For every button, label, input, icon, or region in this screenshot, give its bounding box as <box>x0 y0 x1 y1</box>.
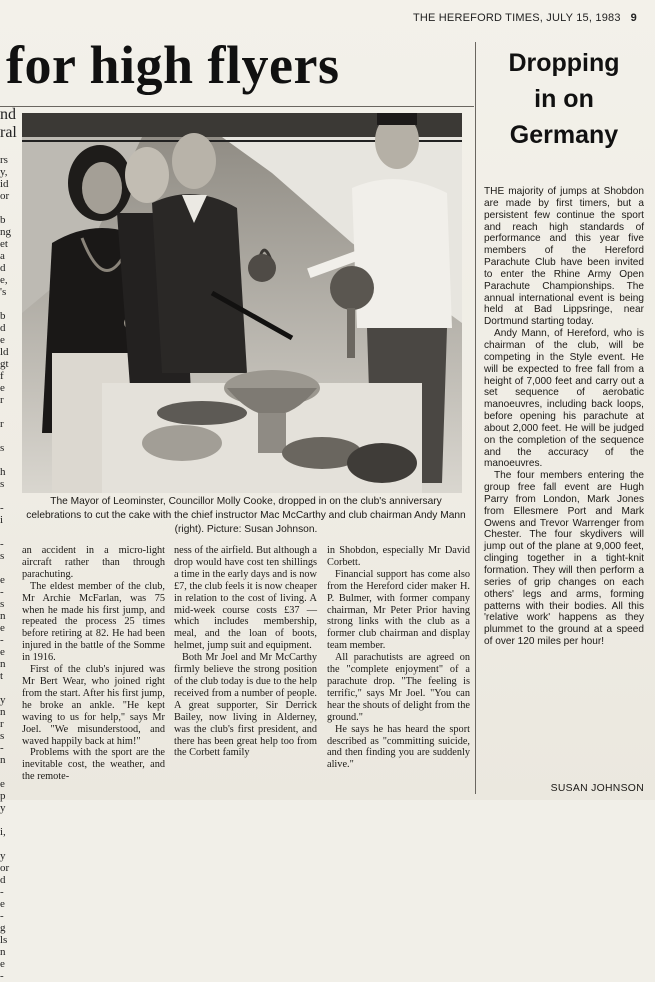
paragraph: He says he has heard the sport described as "committing suicide, and then finding you are suddenly alive." <box>327 723 470 771</box>
stub-fragment: - <box>0 634 4 646</box>
stub-fragment: t <box>0 670 4 682</box>
side-headline-line: Germany <box>509 121 619 149</box>
stub-fragment: e <box>0 574 5 586</box>
paragraph: The four members entering the group free fall event are Hugh Parry from London, Mark Jones from Ellesmere Port and Mark Owens and Trevor Warrenger from Chester. The four skydivers will jump out of the plane at 9,000 feet, clinging together in a tight-knit formation. They will then perform a series of grip changes on each others' legs and arms, forming patterns with their bodies. All this 'relative work' happens as they plummet to the ground at a speed of over 120 miles per hour! <box>484 470 644 648</box>
stub-fragment: e <box>0 898 5 910</box>
stub-fragment: p <box>0 790 6 802</box>
stub-fragment: or <box>0 862 10 874</box>
stub-fragment <box>0 430 16 442</box>
stub-fragment: i, <box>0 826 6 838</box>
side-headline-line: Dropping <box>508 49 620 77</box>
paragraph: First of the club's injured was Mr Bert Wear, who joined right from the start. After his first jump, he broke an ankle. "He kept waving to us for help," says Mr Joel. "We misunderstood, and waved happily back at him!" <box>22 664 165 747</box>
stub-fragment: - <box>0 742 4 754</box>
article-column-1 <box>22 545 165 783</box>
stub-fragment: f <box>0 370 4 382</box>
stub-fragment: y, <box>0 166 8 178</box>
stub-fragment: s <box>0 598 5 610</box>
stub-fragment: i <box>0 514 4 526</box>
stub-fragment: e <box>0 382 5 394</box>
stub-fragment: n <box>0 946 6 958</box>
stub-fragment: s <box>0 730 5 742</box>
masthead-folio <box>413 12 637 24</box>
paragraph: Andy Mann, of Hereford, who is chairman of the club, will be competing in the Style event. He will be expected to free fall from a height of 7,000 feet and carry out a set sequence of aerobatic manoeuvres, including back loops, before opening his parachute at about 2,000 feet. He will be judged on the completion of the sequence and the accuracy of the manoeuvres. <box>484 328 644 470</box>
stub-fragment <box>0 142 16 154</box>
stub-fragment: b <box>0 310 6 322</box>
stub-fragment: gt <box>0 358 9 370</box>
stub-fragment: n <box>0 658 6 670</box>
stub-fragment: e <box>0 778 5 790</box>
stub-fragment: n <box>0 610 6 622</box>
stub-fragment <box>0 814 16 826</box>
stub-fragment: r <box>0 394 4 406</box>
photo-illustration <box>22 113 462 493</box>
stub-fragment: ng <box>0 226 11 238</box>
stub-fragment <box>0 766 16 778</box>
paragraph: All parachutists are agreed on the "complete enjoyment" of a parachute drop. "The feeling is terrific," says Mr Joel. "You can hear the shouts of delight from the ground." <box>327 652 470 723</box>
stub-fragment: - <box>0 970 4 982</box>
stub-fragment <box>0 454 16 466</box>
stub-fragment <box>0 562 16 574</box>
masthead-paper-date: THE HEREFORD TIMES, JULY 15, 1983 <box>412 12 621 24</box>
stub-fragment: e, <box>0 274 8 286</box>
stub-fragment: y <box>0 694 6 706</box>
paragraph: THE majority of jumps at Shobdon are made by first timers, but a persistent few continue the sport and reach high standards of performance and this year five members of the Hereford Parachute Club have been invited to enter the Rhine Army Open Parachute Championships. The annual international event is being held at Bad Lippsringe, near Dortmund starting today. <box>484 186 644 328</box>
stub-fragment: - <box>0 910 4 922</box>
side-story-headline <box>485 45 643 153</box>
column-rule <box>475 42 476 794</box>
paragraph: in Shobdon, especially Mr David Corbett. <box>327 545 470 568</box>
stub-fragment: nd <box>0 106 16 123</box>
stub-fragment <box>0 682 16 694</box>
stub-fragment: - <box>0 502 4 514</box>
stub-fragment: s <box>0 442 5 454</box>
paragraph: an accident in a micro-light aircraft rather than through parachuting. <box>22 545 165 580</box>
left-stub-column <box>0 106 17 982</box>
stub-fragment: e <box>0 646 5 658</box>
main-headline: for high flyers <box>6 35 340 95</box>
stub-fragment: r <box>0 718 4 730</box>
stub-fragment: d <box>0 322 6 334</box>
side-headline-line: in on <box>534 85 594 113</box>
side-story-byline: SUSAN JOHNSON <box>550 783 644 794</box>
stub-fragment: b <box>0 214 6 226</box>
news-photo <box>22 113 462 493</box>
stub-fragment: r <box>0 418 4 430</box>
paragraph: Problems with the sport are the inevitable cost, the weather, and the remote- <box>22 747 165 783</box>
paragraph: ness of the airfield. But although a drop would have cost ten shillings a time in the early days and is now £7, the club feels it is now cheaper in relation to the cost of living. A mid-week course costs £37 — which includes membership, meal, and the loan of boots, helmet, jump suit and equipment. <box>174 545 317 652</box>
stub-fragment <box>0 526 16 538</box>
stub-fragment <box>0 490 16 502</box>
article-column-2 <box>174 545 317 759</box>
stub-fragment: ls <box>0 934 8 946</box>
stub-fragment: g <box>0 922 6 934</box>
stub-fragment: e <box>0 622 5 634</box>
stub-fragment: ld <box>0 346 9 358</box>
stub-fragment <box>0 838 16 850</box>
stub-fragment: s <box>0 550 5 562</box>
stub-fragment: s <box>0 478 5 490</box>
stub-fragment: n <box>0 754 6 766</box>
stub-fragment: - <box>0 586 4 598</box>
stub-fragment: d <box>0 262 6 274</box>
side-story-body <box>484 186 644 648</box>
photo-caption: The Mayor of Leominster, Councillor Molly Cooke, dropped in on the club's anniversary celebrations to cut the cake with the chief instructor Mac McCarthy and club chairman Andy Mann (right). Picture: Susan Johnson. <box>26 496 466 535</box>
stub-fragment <box>0 298 16 310</box>
stub-fragment: y <box>0 802 6 814</box>
stub-fragment <box>0 406 16 418</box>
paragraph: The eldest member of the club, Mr Archie McFarlan, was 75 when he made his first jump, and repeated the process 25 times before retiring at 82. He had been injured in the battle of the Somme in 1916. <box>22 580 165 664</box>
stub-fragment: 's <box>0 286 7 298</box>
stub-fragment: or <box>0 190 10 202</box>
stub-fragment: e <box>0 334 5 346</box>
paragraph: Financial support has come also from the Hereford cider maker H. P. Bulmer, with former company chairman, Mr Peter Prior having strong links with the club as a former club chairman and display team member. <box>327 568 470 652</box>
stub-fragment <box>0 202 16 214</box>
stub-fragment: id <box>0 178 9 190</box>
headline-rule <box>0 106 474 107</box>
paragraph: Both Mr Joel and Mr McCarthy firmly believe the strong position of the club today is due to the help received from a number of people. A great supporter, Sir Derrick Bailey, now living in Alderney, was the club's first president, and there has been great help too from the Corbett family <box>174 652 317 759</box>
stub-fragment: - <box>0 886 4 898</box>
stub-fragment: e <box>0 958 5 970</box>
stub-fragment: - <box>0 538 4 550</box>
article-column-3 <box>327 545 470 771</box>
stub-fragment: rs <box>0 154 8 166</box>
page-number: 9 <box>630 12 637 24</box>
stub-fragment: a <box>0 250 5 262</box>
stub-fragment: y <box>0 850 6 862</box>
stub-fragment: ral <box>0 124 17 141</box>
stub-fragment: et <box>0 238 8 250</box>
stub-fragment: d <box>0 874 6 886</box>
stub-fragment: h <box>0 466 6 478</box>
stub-fragment: n <box>0 706 6 718</box>
